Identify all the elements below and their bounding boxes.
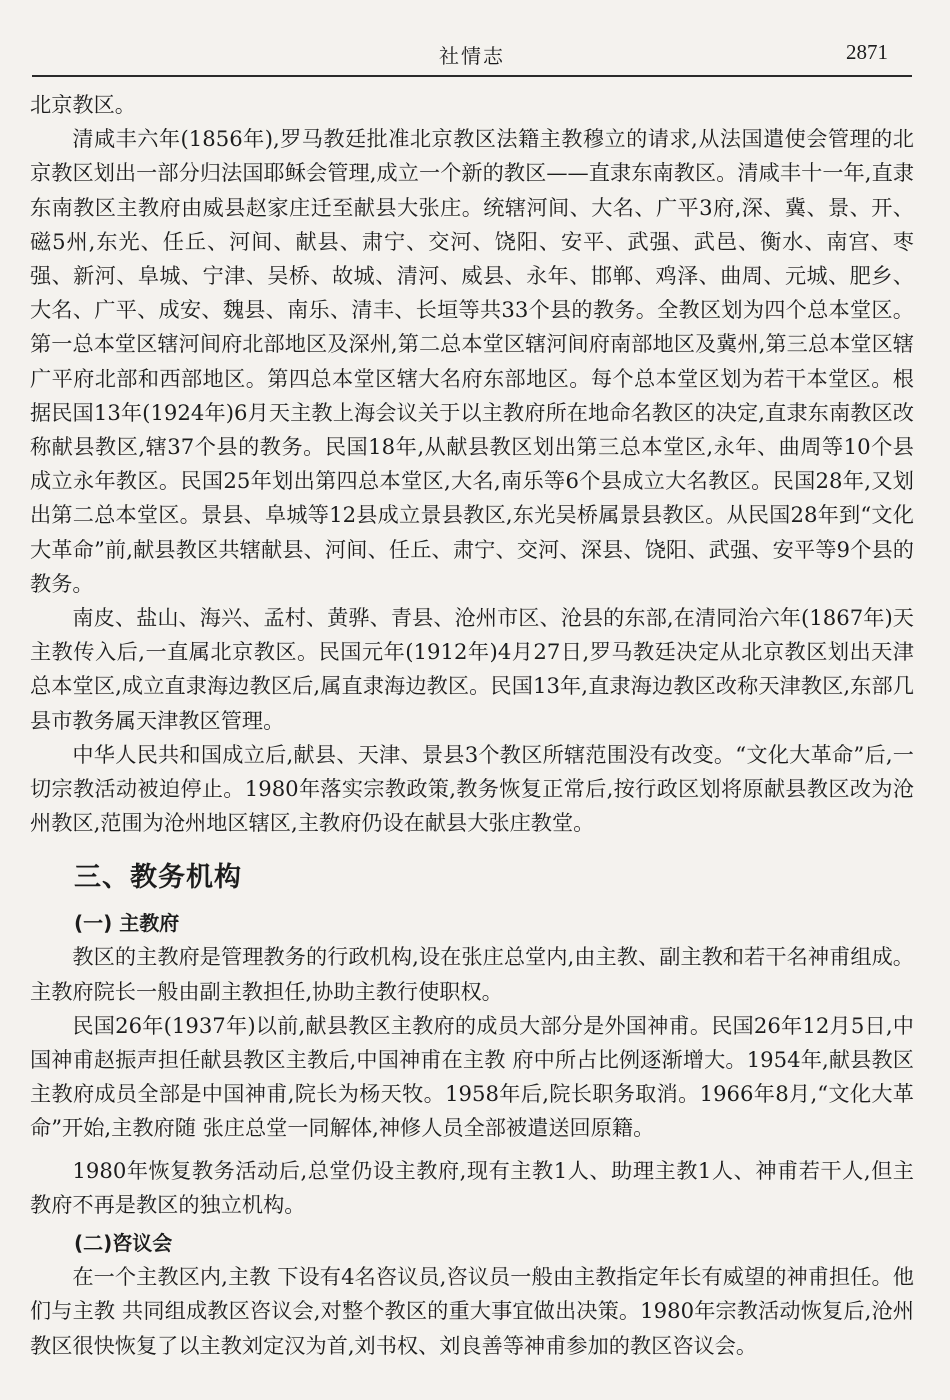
running-header <box>32 38 912 78</box>
paragraph: 中华人民共和国成立后,献县、天津、景县3个教区所辖范围没有改变。“文化大革命”后,一切宗教活动被迫停止。1980年落实宗教政策,教务恢复正常后,按行政区划将原献县教区改为沧州教区,范围为沧州地区辖区,主教府仍设在献县大张庄教堂。 <box>30 741 914 836</box>
paragraph: 民国26年(1937年)以前,献县教区主教府的成员大部分是外国神甫。民国26年12月5日,中国神甫赵振声担任献县教区主教后,中国神甫在主教 府中所占比例逐渐增大。1954年,献县教区主教府成员全部是中国神甫,院长为杨天牧。1958年后,院长职务取消。1966年8月,“文化大革命”开始,主教府随 张庄总堂一同解体,神修人员全部被遣送回原籍。 <box>30 1012 914 1141</box>
paragraph: 在一个主教区内,主教 下设有4名咨议员,咨议员一般由主教指定年长有威望的神甫担任。他们与主教 共同组成教区咨议会,对整个教区的重大事宜做出决策。1980年宗教活动恢复后,沧州教区很快恢复了以主教刘定汉为首,刘书权、刘良善等神甫参加的教区咨议会。 <box>30 1264 914 1358</box>
section-heading: 三、教务机构 <box>74 862 242 894</box>
body-text <box>30 88 914 1363</box>
spacer <box>30 1146 914 1154</box>
paragraph: 北京教区。 <box>30 92 136 117</box>
subsection-heading: (一) 主教府 <box>74 911 180 936</box>
paragraph: 南皮、盐山、海兴、孟村、黄骅、青县、沧州市区、沧县的东部,在清同治六年(1867年)天主教传入后,一直属北京教区。民国元年(1912年)4月27日,罗马教廷决定从北京教区划出天津总本堂区,成立直隶海边教区后,属直隶海边教区。民国13年,直隶海边教区改称天津教区,东部几县市教务属天津教区管理。 <box>30 605 914 733</box>
running-title: 社情志 <box>439 44 505 68</box>
subsection-heading: (二)咨议会 <box>74 1231 173 1256</box>
paragraph: 1980年恢复教务活动后,总堂仍设主教府,现有主教1人、助理主教1人、神甫若干人,但主教府不再是教区的独立机构。 <box>30 1157 914 1217</box>
paragraph: 教区的主教府是管理教务的行政机构,设在张庄总堂内,由主教、副主教和若干名神甫组成。主教府院长一般由副主教担任,协助主教行使职权。 <box>30 944 914 1004</box>
header-rule <box>32 75 912 77</box>
paragraph: 清咸丰六年(1856年),罗马教廷批准北京教区法籍主教穆立的请求,从法国遣使会管理的北京教区划出一部分归法国耶稣会管理,成立一个新的教区——直隶东南教区。清咸丰十一年,直隶东南教区主教府由威县赵家庄迁至献县大张庄。统辖河间、大名、广平3府,深、冀、景、开、磁5州,东光、任丘、河间、献县、肃宁、交河、饶阳、安平、武强、武邑、衡水、南宫、枣强、新河、阜城、宁津、吴桥、故城、清河、威县、永年、邯郸、鸡泽、曲周、元城、肥乡、大名、广平、成安、魏县、南乐、清丰、长垣等共33个县的教务。全教区划为四个总本堂区。第一总本堂区辖河间府北部地区及深州,第二总本堂区辖河间府南部地区及冀州,第三总本堂区辖广平府北部和西部地区。第四总本堂区辖大名府东部地区。每个总本堂区划为若干本堂区。根据民国13年(1924年)6月天主教上海会议关于以主教府所在地命名教区的决定,直隶东南教区改称献县教区,辖37个县的教务。民国18年,从献县教区划出第三总本堂区,永年、曲周等10个县成立永年教区。民国25年划出第四总本堂区,大名,南乐等6个县成立大名教区。民国28年,又划出第二总本堂区。景县、阜城等12县成立景县教区,东光吴桥属景县教区。从民国28年到“文化大革命”前,献县教区共辖献县、河间、任丘、肃宁、交河、深县、饶阳、武强、安平等9个县的教务。 <box>30 126 914 596</box>
page-number: 2871 <box>846 40 888 64</box>
